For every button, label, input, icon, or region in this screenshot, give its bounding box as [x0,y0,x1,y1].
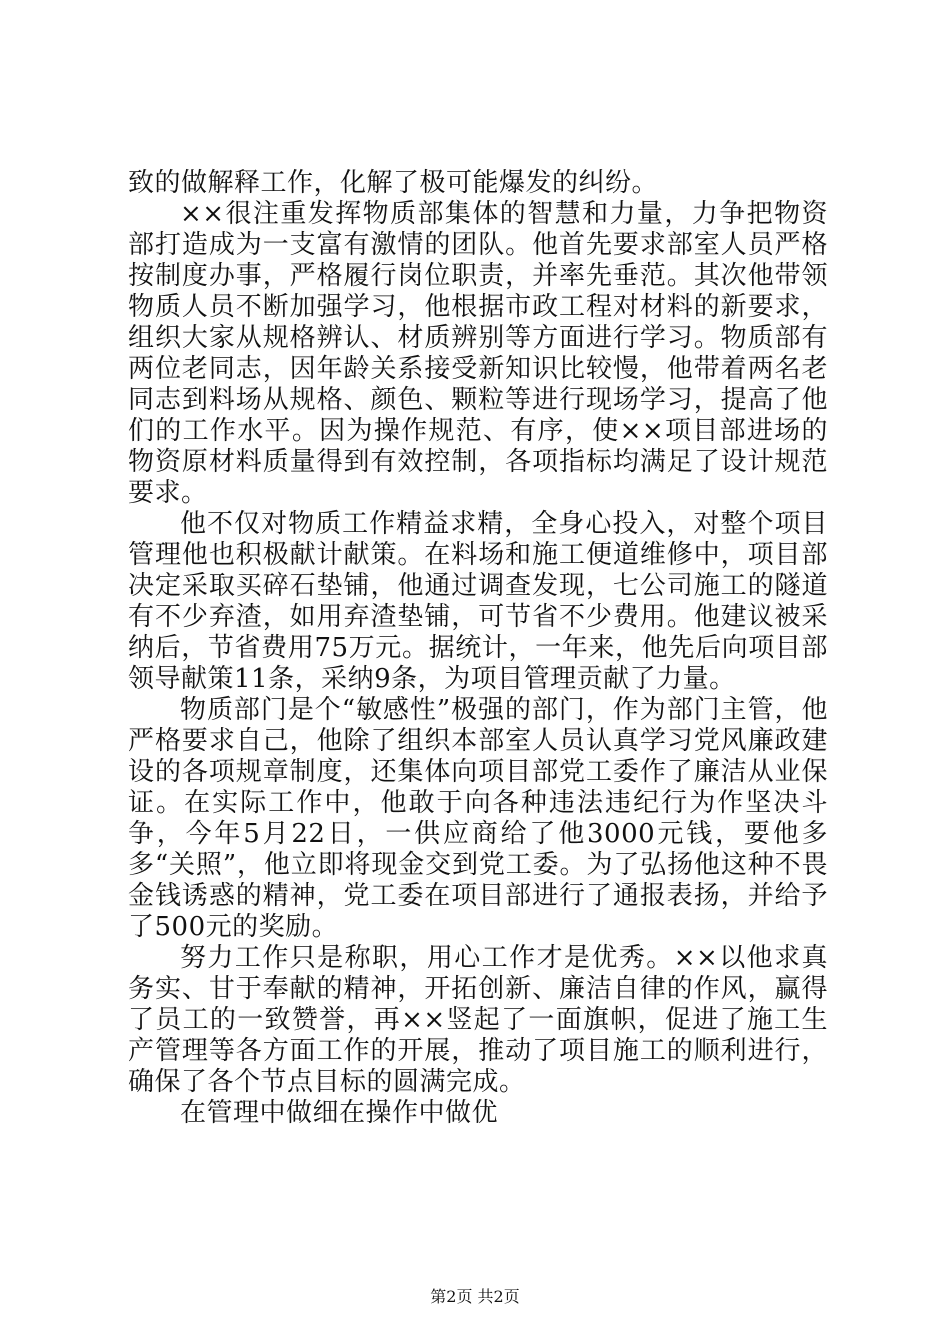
document-body [128,168,828,1129]
paragraph-integrity: 物质部门是个“敏感性”极强的部门，作为部门主管，他严格要求自己，他除了组织本部室人员认真学习党风廉政建设的各项规章制度，还集体向项目部党工委作了廉洁从业保证。在实际工作中，他敢于向各种违法违纪行为作坚决斗争，今年5月22日，一供应商给了他3000元钱，要他多多“关照”，他立即将现金交到党工委。为了弘扬他这种不畏金钱诱惑的精神，党工委在项目部进行了通报表扬，并给予了500元的奖励。 [128,695,828,942]
page-footer: 第2页 共2页 [430,1287,520,1306]
paragraph-summary: 努力工作只是称职，用心工作才是优秀。××以他求真务实、甘于奉献的精神，开拓创新、廉洁自律的作风，赢得了员工的一致赞誉，再××竖起了一面旗帜，促进了施工生产管理等各方面工作的开展，推动了项目施工的顺利进行，确保了各个节点目标的圆满完成。 [128,943,828,1097]
section-heading: 在管理中做细在操作中做优 [180,1098,499,1128]
paragraph-team-building: ××很注重发挥物质部集体的智慧和力量，力争把物资部打造成为一支富有激情的团队。他首先要求部室人员严格按制度办事，严格履行岗位职责，并率先垂范。其次他带领物质人员不断加强学习，他根据市政工程对材料的新要求，组织大家从规格辨认、材质辨别等方面进行学习。物质部有两位老同志，因年龄关系接受新知识比较慢，他带着两名老同志到料场从规格、颜色、颗粒等进行现场学习，提高了他们的工作水平。因为操作规范、有序，使××项目部进场的物资原材料质量得到有效控制，各项指标均满足了设计规范要求。 [128,199,828,508]
paragraph-continuation: 致的做解释工作，化解了极可能爆发的纠纷。 [128,168,659,198]
paragraph-project-suggestions: 他不仅对物质工作精益求精，全身心投入，对整个项目管理他也积极献计献策。在料场和施工便道维修中，项目部决定采取买碎石垫铺，他通过调查发现，七公司施工的隧道有不少弃渣，如用弃渣垫铺，可节省不少费用。他建议被采纳后，节省费用75万元。据统计，一年来，他先后向项目部领导献策11条，采纳9条，为项目管理贡献了力量。 [128,509,828,694]
